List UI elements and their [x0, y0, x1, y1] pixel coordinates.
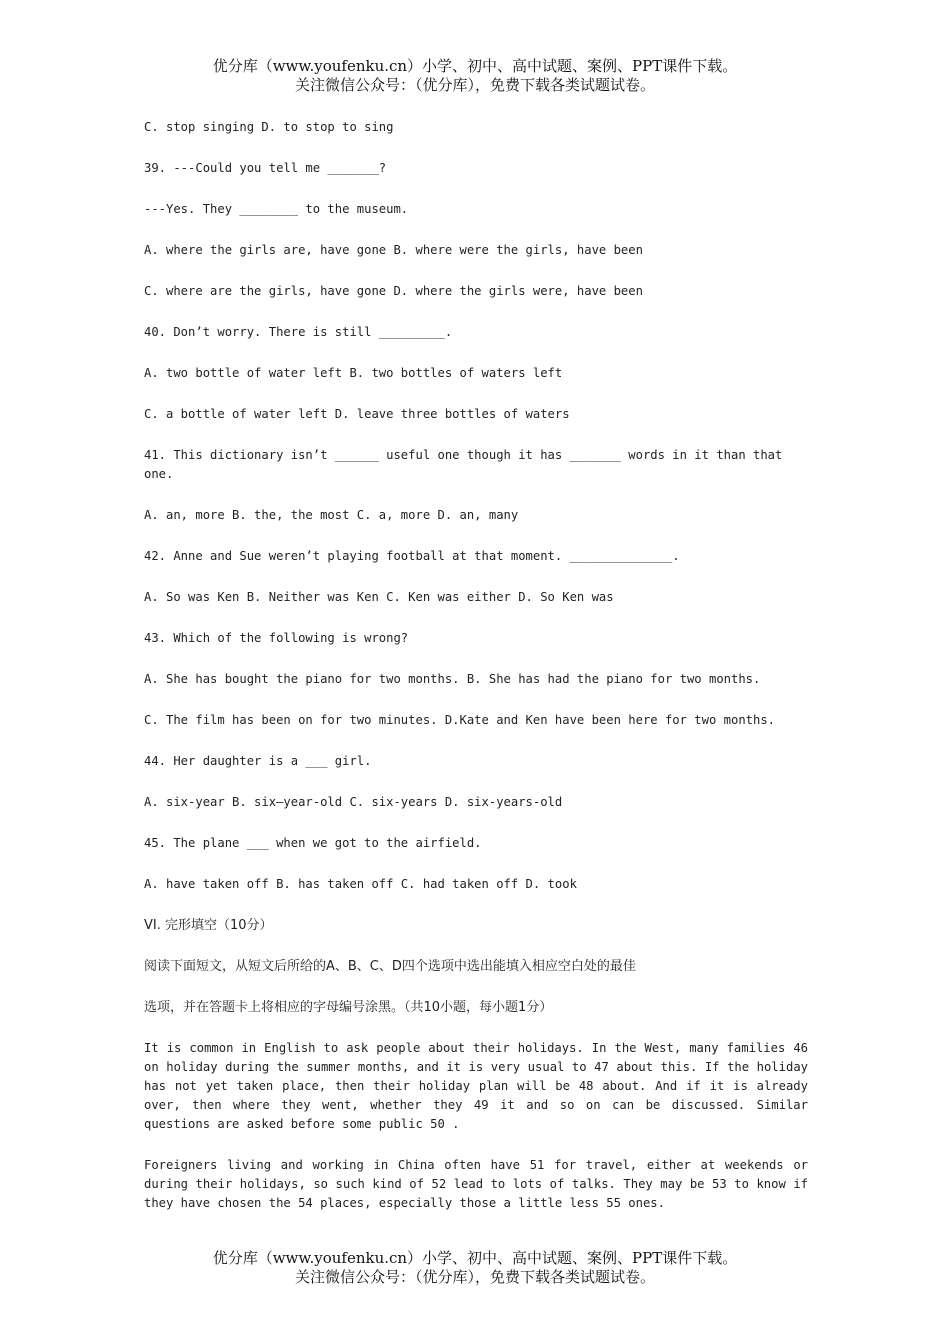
option-line: A. two bottle of water left B. two bottles of waters left	[144, 366, 563, 380]
option-line: C. stop singing D. to stop to sing	[144, 120, 394, 134]
document-body	[144, 118, 816, 1235]
section-heading: VI. 完形填空（10分）	[144, 918, 273, 933]
option-line: A. an, more B. the, the most C. a, more D. an, many	[144, 508, 519, 522]
option-line: A. where the girls are, have gone B. where were the girls, have been	[144, 243, 643, 257]
option-line: C. where are the girls, have gone D. where the girls were, have been	[144, 284, 643, 298]
question-40: 40. Don’t worry. There is still _________.	[144, 325, 453, 339]
option-line: A. So was Ken B. Neither was Ken C. Ken was either D. So Ken was	[144, 590, 614, 604]
question-line: ---Yes. They ________ to the museum.	[144, 202, 409, 216]
option-line: A. She has bought the piano for two months. B. She has had the piano for two months.	[144, 672, 761, 686]
footer-line-1: 优分库（www.youfenku.cn）小学、初中、高中试题、案例、PPT课件下载。	[212, 1249, 738, 1267]
passage-paragraph: It is common in English to ask people about their holidays. In the West, many families 46 on holiday during the summer months, and it is very usual to 47 about this. If the holiday has not yet taken place, then their holiday plan will be 48 about. And if it is already over, then where they went, whether they 49 it and so on can be discussed. Similar questions are asked before some public 50 .	[144, 1041, 816, 1131]
passage-paragraph: Foreigners living and working in China often have 51 for travel, either at weekends or during their holidays, so such kind of 52 lead to lots of talks. They may be 53 to know if they have chosen the 54 places, especially those a little less 55 ones.	[144, 1158, 816, 1210]
option-line: A. six-year B. six–year-old C. six-years D. six-years-old	[144, 795, 563, 809]
footer-line-2: 关注微信公众号：（优分库），免费下载各类试题试卷。	[294, 1268, 655, 1286]
question-41: 41. This dictionary isn’t ______ useful one though it has _______ words in it than that one.	[144, 448, 790, 481]
question-44: 44. Her daughter is a ___ girl.	[144, 754, 372, 768]
option-line: C. a bottle of water left D. leave three bottles of waters	[144, 407, 570, 421]
option-line: C. The film has been on for two minutes. D.Kate and Ken have been here for two months.	[144, 713, 776, 727]
section-instructions: 选项，并在答题卡上将相应的字母编号涂黑。（共10小题，每小题1分）	[144, 1000, 553, 1015]
page-header	[0, 57, 950, 95]
question-42: 42. Anne and Sue weren’t playing football at that moment. ______________.	[144, 549, 680, 563]
option-line: A. have taken off B. has taken off C. had taken off D. took	[144, 877, 577, 891]
question-39: 39. ---Could you tell me _______?	[144, 161, 387, 175]
header-line-2: 关注微信公众号：（优分库），免费下载各类试题试卷。	[294, 76, 655, 94]
section-instructions: 阅读下面短文，从短文后所给的A、B、C、D四个选项中选出能填入相应空白处的最佳	[144, 959, 636, 974]
question-45: 45. The plane ___ when we got to the airfield.	[144, 836, 482, 850]
page-footer	[0, 1249, 950, 1287]
question-43: 43. Which of the following is wrong?	[144, 631, 409, 645]
header-line-1: 优分库（www.youfenku.cn）小学、初中、高中试题、案例、PPT课件下载。	[212, 57, 738, 75]
